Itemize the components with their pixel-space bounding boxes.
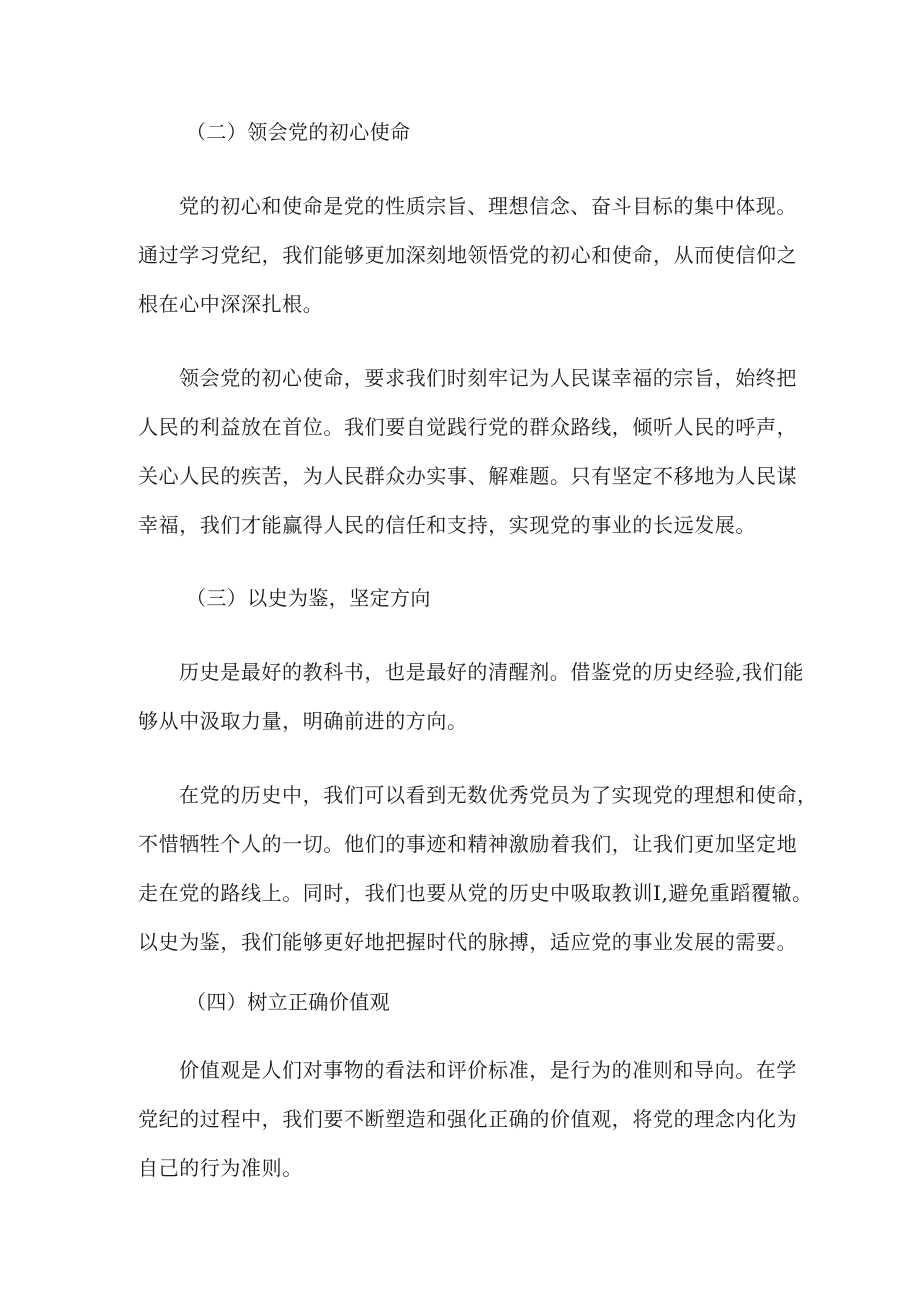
paragraph-line: 人民的利益放在首位。我们要自觉践行党的群众路线，倾听人民的呼声， <box>138 415 798 439</box>
paragraph-line: 历史是最好的教科书，也是最好的清醒剂。借鉴党的历史经验,我们能 <box>179 660 804 684</box>
paragraph-line: 够从中汲取力量，明确前进的方向。 <box>138 709 468 733</box>
paragraph-line: 通过学习党纪，我们能够更加深刻地领悟党的初心和使命，从而使信仰之 <box>138 243 798 267</box>
paragraph-line: 在党的历史中，我们可以看到无数优秀党员为了实现党的理想和使命， <box>179 783 818 807</box>
paragraph-line: 领会党的初心使命，要求我们时刻牢记为人民谋幸福的宗旨，始终把 <box>179 366 797 390</box>
paragraph-line: 党纪的过程中，我们要不断塑造和强化正确的价值观，将党的理念内化为 <box>138 1107 798 1131</box>
paragraph-line: 不惜牺牲个人的一切。他们的事迹和精神激励着我们，让我们更加坚定地 <box>138 832 798 856</box>
paragraph-line: 以史为鉴，我们能够更好地把握时代的脉搏，适应党的事业发展的需要。 <box>138 930 798 954</box>
paragraph-line: 根在心中深深扎根。 <box>138 292 324 316</box>
paragraph-line: 党的初心和使命是党的性质宗旨、理想信念、奋斗目标的集中体现。 <box>179 194 797 218</box>
paragraph-line: 自己的行为准则。 <box>138 1156 303 1180</box>
paragraph-line: 幸福，我们才能赢得人民的信任和支持，实现党的事业的长远发展。 <box>138 513 756 537</box>
section-heading-4: （四）树立正确价值观 <box>186 990 390 1014</box>
section-heading-3: （三）以史为鉴，坚定方向 <box>186 586 431 610</box>
section-heading-2: （二）领会党的初心使命 <box>186 120 411 144</box>
paragraph-line: 价值观是人们对事物的看法和评价标准，是行为的准则和导向。在学 <box>179 1058 797 1082</box>
paragraph-line: 关心人民的疾苦，为人民群众办实事、解难题。只有坚定不移地为人民谋 <box>138 464 798 488</box>
paragraph-line: 走在党的路线上。同时，我们也要从党的历史中吸取教训I,避免重蹈覆辙。 <box>138 881 813 905</box>
